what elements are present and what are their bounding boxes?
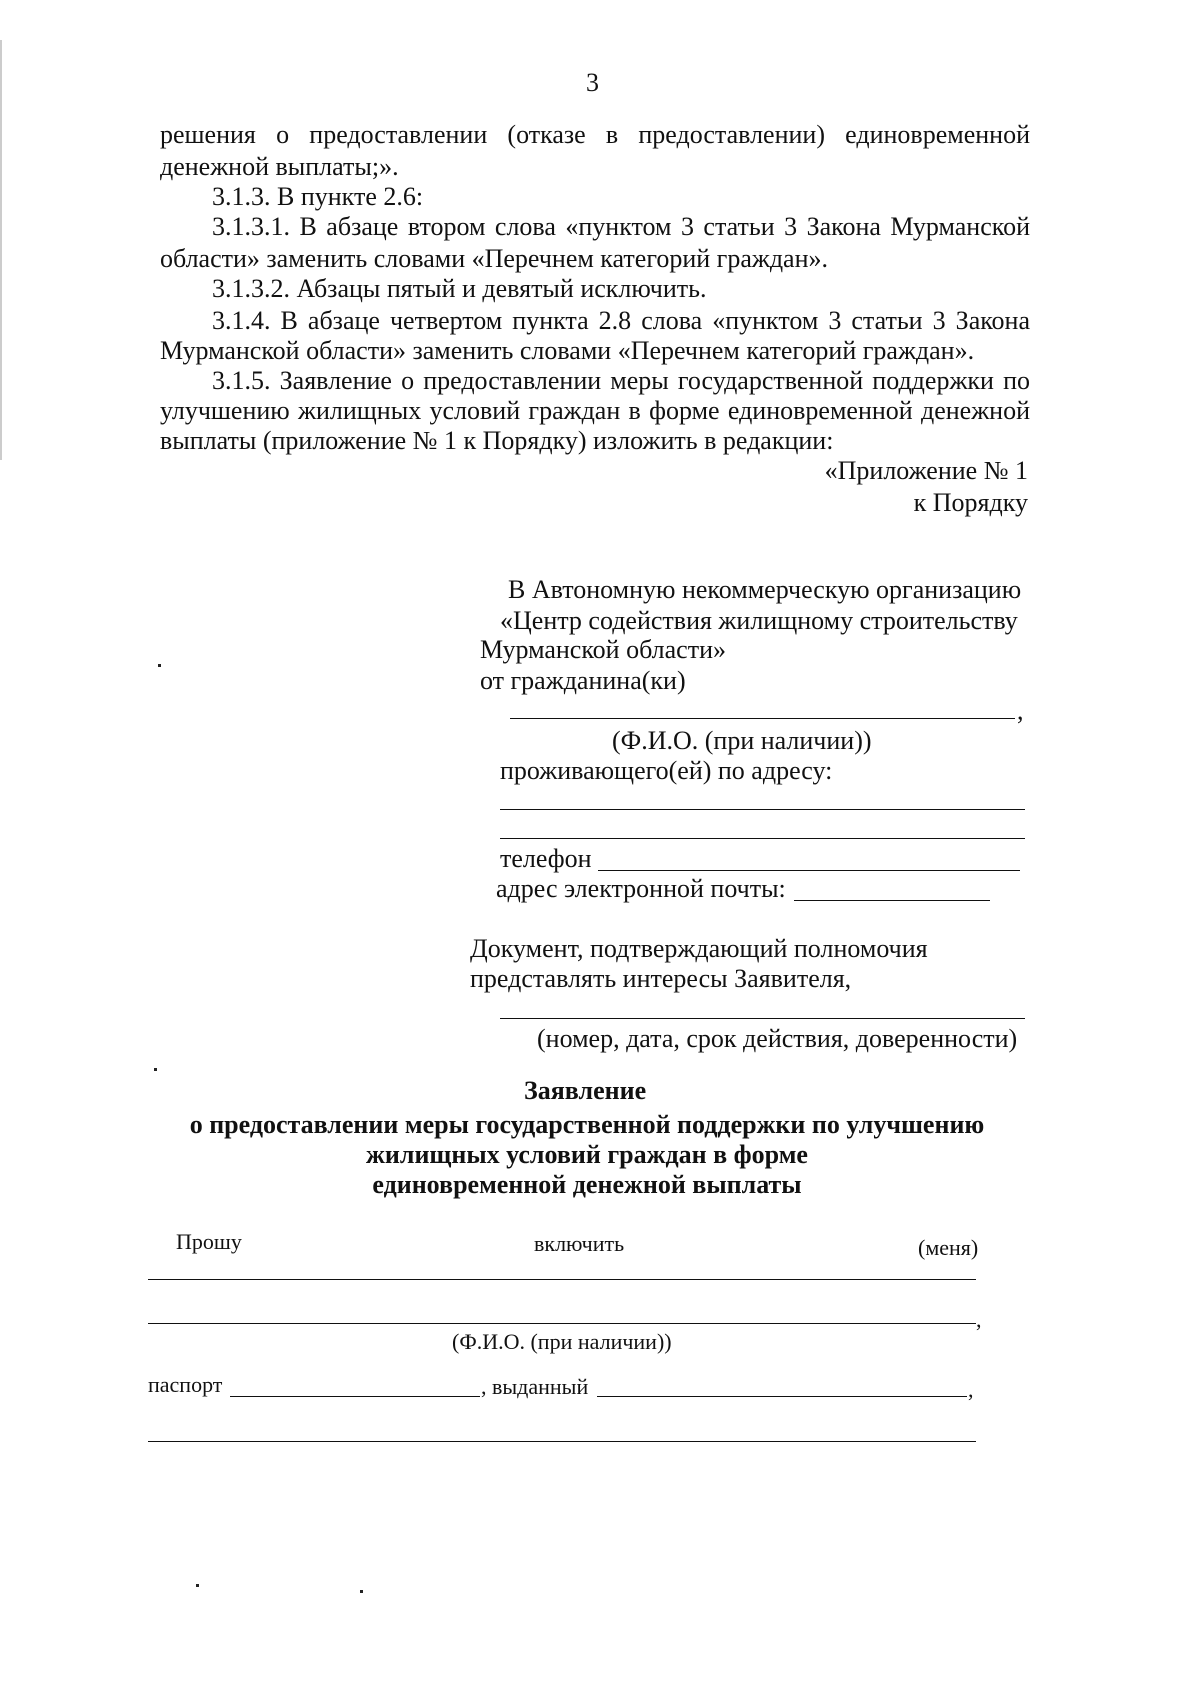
amendment-p2: 3.1.3. В пункте 2.6:	[212, 182, 424, 211]
amendment-p5-line2: Мурманской области» заменить словами «Перечнем категорий граждан».	[160, 336, 975, 365]
address-line-1	[500, 809, 1025, 810]
addressee-line3: Мурманской области»	[480, 635, 726, 664]
issued-label: , выданный	[481, 1374, 589, 1399]
body-line-1	[148, 1279, 976, 1280]
amendment-p3-line2: области» заменить словами «Перечнем категорий граждан».	[160, 244, 829, 273]
authority-doc-line1: Документ, подтверждающий полномочия	[470, 934, 928, 963]
addressee-line2: «Центр содействия жилищному строительству	[500, 606, 1018, 635]
authority-doc-line2: представлять интересы Заявителя,	[470, 964, 852, 993]
applicant-fio-comma: ,	[1017, 696, 1024, 725]
amendment-p1-line2: денежной выплаты;».	[160, 152, 399, 181]
application-subtitle-line1: о предоставлении меры государственной поддержки по улучшению	[189, 1110, 985, 1139]
addressee-line1: В Автономную некоммерческую организацию	[508, 575, 1022, 604]
application-title: Заявление	[524, 1076, 647, 1105]
application-subtitle-line3: единовременной денежной выплаты	[372, 1170, 802, 1199]
appendix-line2: к Порядку	[913, 488, 1028, 517]
applicant-fio-caption: (Ф.И.О. (при наличии))	[612, 726, 872, 755]
scan-speck	[154, 1068, 157, 1071]
amendment-p3-line1: 3.1.3.1. В абзаце втором слова «пунктом 3 статьи 3 Закона Мурманской	[212, 212, 1030, 241]
scan-speck	[360, 1590, 363, 1593]
email-line	[794, 900, 990, 901]
phone-label: телефон	[500, 844, 592, 873]
scan-speck	[196, 1584, 199, 1587]
authority-doc-caption: (номер, дата, срок действия, доверенности)	[537, 1024, 1018, 1053]
ask-word: Прошу	[176, 1229, 242, 1254]
address-line-2	[500, 838, 1025, 839]
include-word: включить	[534, 1231, 625, 1256]
applicant-fio-line	[510, 718, 1015, 719]
amendment-p4: 3.1.3.2. Абзацы пятый и девятый исключить.	[212, 274, 707, 303]
amendment-p6-line3: выплаты (приложение № 1 к Порядку) изложить в редакции:	[160, 426, 834, 455]
passport-line	[230, 1396, 480, 1397]
email-label: адрес электронной почты:	[496, 874, 786, 903]
scan-speck	[158, 664, 161, 667]
address-label: проживающего(ей) по адресу:	[500, 756, 833, 785]
appendix-line1: «Приложение № 1	[824, 456, 1028, 485]
amendment-p6-line2: улучшению жилищных условий граждан в форме единовременной денежной	[160, 396, 1030, 425]
me-word: (меня)	[918, 1235, 979, 1260]
amendment-p6-line1: 3.1.5. Заявление о предоставлении меры государственной поддержки по	[212, 366, 1030, 395]
scan-edge-mark	[0, 40, 2, 460]
amendment-p1-line1: решения о предоставлении (отказе в предоставлении) единовременной	[160, 120, 1030, 149]
amendment-p5-line1: 3.1.4. В абзаце четвертом пункта 2.8 слова «пунктом 3 статьи 3 Закона	[212, 306, 1030, 335]
addressee-line4: от гражданина(ки)	[480, 666, 686, 695]
application-subtitle-line2: жилищных условий граждан в форме	[366, 1140, 808, 1169]
body-fio-caption: (Ф.И.О. (при наличии))	[452, 1329, 672, 1354]
body-fio-comma: ,	[976, 1307, 982, 1332]
issued-line	[597, 1396, 967, 1397]
page-number: 3	[586, 68, 599, 97]
issued-comma: ,	[968, 1377, 974, 1402]
authority-doc-line	[500, 1018, 1025, 1019]
phone-line	[598, 870, 1020, 871]
passport-label: паспорт	[148, 1372, 223, 1397]
body-line-2	[148, 1323, 976, 1324]
body-line-3	[148, 1441, 976, 1442]
